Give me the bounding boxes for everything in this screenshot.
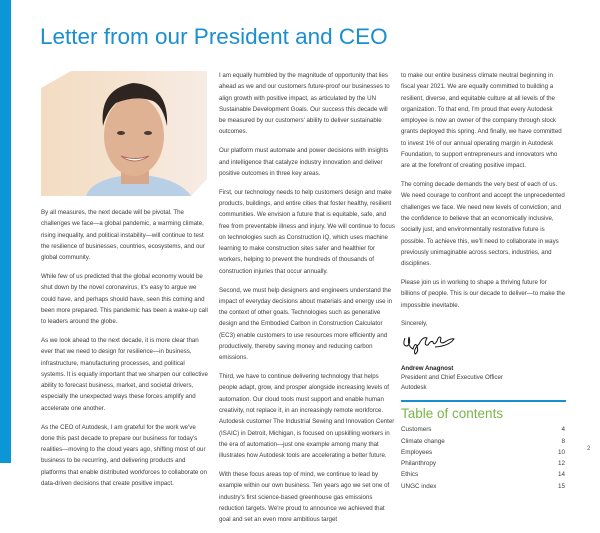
toc-label: Ethics [401, 471, 419, 479]
paragraph: to make our entire business climate neutral beginning in fiscal year 2021. We are equally committed to building a resilient, diverse, and equitable culture at all levels of the organization. To that end, I'm proud that every Autodesk employee is now an owner of the company through stock grants deployed this spring. And finally, we have committed to invest 1% of our annual operating margin in Autodesk Foundation, to support entrepreneurs and innovators who are at the forefront of creating positive impact. [401, 72, 562, 170]
signatory-company: Autodesk [401, 383, 427, 391]
paragraph: Our platform must automate and power decisions with insights and intelligence that catalyze industry innovation and deliver positive outcomes in three key areas. [219, 147, 389, 177]
paragraph: As the CEO of Autodesk, I am grateful for the work we've done this past decade to prepare our business for today's realities—moving to the cloud years ago, shifting most of our business to be recurring, and delivering products and platforms that enable distributed workforces to collaborate on data-driven decisions that create positive impact. [41, 423, 207, 488]
toc-label: Customers [401, 426, 432, 434]
signatory-role: President and Chief Executive Officer [401, 374, 503, 382]
paragraph: Third, we have to continue delivering technology that helps people adapt, grow, and prosper alongside increasing levels of automation. Our cloud tools must support and enable human creativity, not replace it, in an increasingly remote workforce. Autodesk customer The Industrial Sewing and Innovation Center (ISAIC) in Detroit, Michigan, is focused on upskilling workers in the era of automation—just one example among many that illustrates how Autodesk tools are accelerating a better future. [219, 373, 395, 460]
toc-item-climate-change[interactable] [401, 436, 565, 447]
toc-heading: Table of contents [401, 406, 504, 422]
toc-page: 15 [557, 482, 565, 490]
paragraph: As we look ahead to the next decade, it is more clear than ever that we need to design for resilience—in business, infrastructure, manufacturing processes, and political systems. It is equally important that we sharpen our collective ability to forecast business, market, and societal drivers, especially the unexpected ways these forces amplify and accelerate one another. [41, 336, 208, 412]
paragraph: First, our technology needs to help customers design and make products, buildings, and entire cities that foster healthy, resilient communities. We envision a future that is equitable, safe, and free from preventable illness and injury. We will continue to focus on technologies such as Construction IQ, which uses machine learning to make construction sites safer and healthier for workers, helping to prevent the hundreds of thousands of construction injuries that occur annually. [219, 188, 395, 275]
signatory [401, 364, 567, 393]
toc-label: Employees [401, 448, 433, 456]
toc-page: 12 [557, 460, 565, 468]
closing: Sincerely, [401, 320, 428, 328]
accent-side-bar [0, 0, 11, 463]
paragraph: The coming decade demands the very best of each of us. We need courage to confront and accept the unprecedented challenges we face. We need new levels of conviction, and the confidence to believe that an economically inclusive, socially just, and environmentally restorative future is possible. To achieve this, we'll need to collaborate in ways previously unimaginable across sectors, industries, and disciplines. [401, 181, 565, 268]
toc-page: 10 [557, 448, 565, 456]
signatory-name: Andrew Anagnost [401, 364, 454, 372]
toc-label: Philanthropy [401, 460, 437, 468]
ceo-portrait-photo [41, 71, 207, 196]
letter-column-1 [41, 207, 209, 497]
page-number: 2 [587, 446, 591, 452]
divider [401, 400, 566, 402]
letter-column-3 [401, 70, 567, 492]
toc-label: UNGC index [401, 482, 437, 490]
toc-page: 14 [557, 471, 565, 479]
toc-label: Climate change [401, 437, 445, 445]
toc-item-ethics[interactable] [401, 469, 565, 480]
paragraph: I am equally humbled by the magnitude of opportunity that lies ahead as we and our customers future-proof our businesses to align growth with positive impact, as articulated by the UN Sustainable Development Goals. Our success this decade will be measured by our customers' ability to deliver sustainable outcomes. [219, 72, 390, 136]
paragraph: Please join us in working to shape a thriving future for billions of people. This is our decade to deliver—to make the impossible inevitable. [401, 279, 566, 309]
table-of-contents [401, 424, 565, 492]
toc-item-ungc-index[interactable] [401, 481, 565, 492]
toc-item-philanthropy[interactable] [401, 458, 565, 469]
paragraph: Second, we must help designers and engineers understand the impact of everyday decisions about materials and energy use in the context of other goals. Technologies such as generative design and the Embodied Carbon in Construction Calculator (EC3) enable customers to use resources more efficiently and productively, thereby saving money and reducing carbon emissions. [219, 286, 393, 362]
page-title: Letter from our President and CEO [40, 24, 388, 49]
paragraph: By all measures, the next decade will be pivotal. The challenges we face—a global pandemic, a warming climate, rising inequality, and political instability—will continue to test the resilience of businesses, countries, ecosystems, and our global community. [41, 209, 205, 262]
toc-page: 8 [561, 437, 565, 445]
paragraph: While few of us predicted that the global economy would be shut down by the novel coronavirus, it's easy to argue we could have, and perhaps should have, seen this coming and been more prepared. This pandemic has been a wake-up call to leaders around the globe. [41, 272, 208, 326]
toc-item-employees[interactable] [401, 447, 565, 458]
paragraph: With these focus areas top of mind, we continue to lead by example within our own business. Ten years ago we set one of industry's first science-based greenhouse gas emissions reduction targets. We're proud to announce we achieved that goal and set an even more ambitious target [219, 471, 390, 524]
toc-item-customers[interactable] [401, 424, 565, 435]
letter-column-2 [219, 70, 395, 533]
toc-page: 4 [561, 426, 565, 434]
signature-icon [401, 332, 456, 356]
